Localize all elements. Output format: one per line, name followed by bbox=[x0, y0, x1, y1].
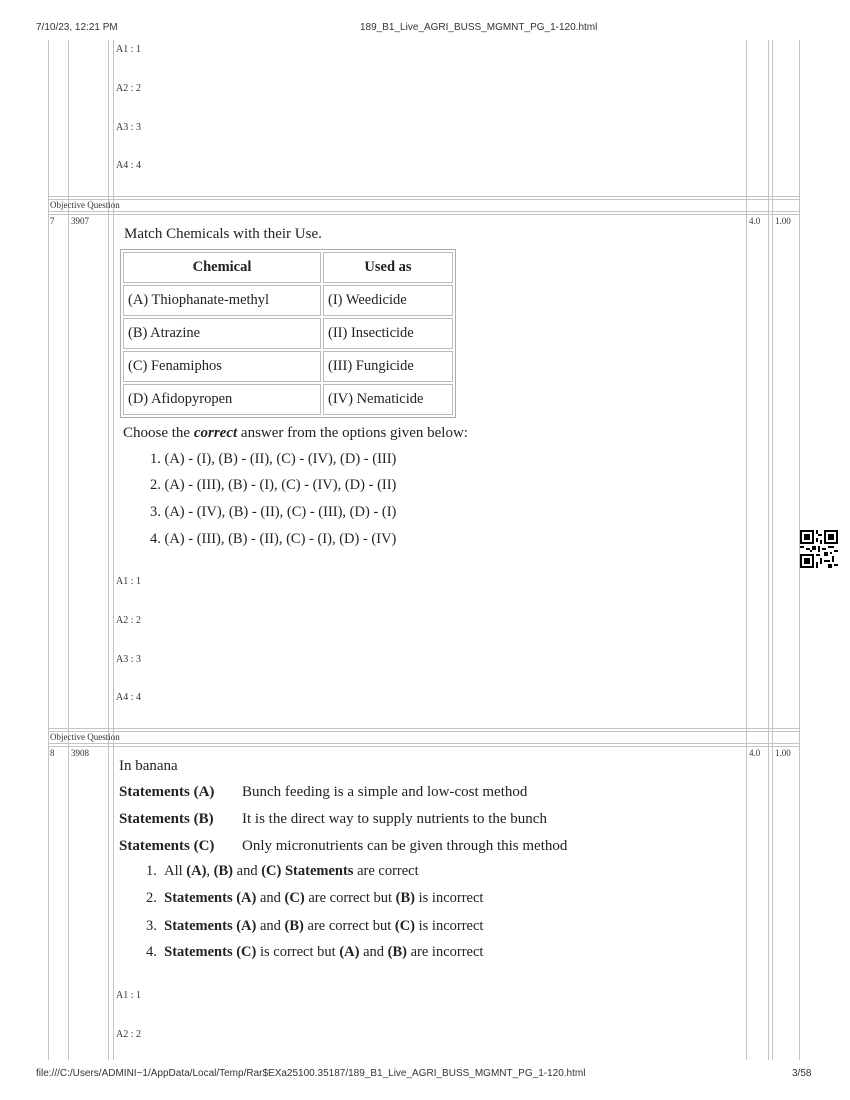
answer-option: A2 : 2 bbox=[116, 83, 141, 94]
table-cell: (C) Fenamiphos bbox=[123, 351, 321, 382]
question-title: Match Chemicals with their Use. bbox=[124, 226, 322, 242]
option-text-run: (B) bbox=[387, 944, 407, 960]
option-text-run: (C) bbox=[236, 944, 257, 960]
match-table-header bbox=[123, 252, 453, 283]
option-text-run: and bbox=[233, 863, 262, 879]
option-text-run: and bbox=[359, 944, 388, 960]
option-text-run: Statements bbox=[284, 863, 354, 879]
question-negative-marks: 1.00 bbox=[775, 216, 791, 226]
question-type-label: Objective Question bbox=[50, 732, 120, 742]
print-file-path: file:///C:/Users/ADMINI~1/AppData/Local/Temp/Rar$EXa25100.35187/189_B1_Live_AGRI_BUSS_MGMNT_PG_1-120.html bbox=[36, 1068, 586, 1079]
option-text-run: (A) bbox=[186, 863, 207, 879]
question-marks: 4.0 bbox=[749, 748, 761, 758]
option-text-run: , bbox=[206, 863, 214, 879]
answer-option: A2 : 2 bbox=[116, 1029, 141, 1040]
option-text-run: (A) bbox=[236, 918, 257, 934]
statement-label: Statements (A) bbox=[119, 784, 215, 800]
question-id: 3908 bbox=[71, 748, 89, 758]
qr-code-icon bbox=[800, 530, 838, 568]
option-item bbox=[146, 918, 483, 935]
option-text-run: (B) bbox=[284, 918, 304, 934]
option-text-run: All bbox=[164, 863, 187, 879]
question-type-label: Objective Question bbox=[50, 200, 120, 210]
question-negative-marks: 1.00 bbox=[775, 748, 791, 758]
option-text-run: Statements bbox=[164, 918, 233, 934]
question-serial: 8 bbox=[50, 748, 55, 758]
option-text-run: are incorrect bbox=[406, 944, 484, 960]
table-cell: (A) Thiophanate-methyl bbox=[123, 285, 321, 316]
table-cell: (I) Weedicide bbox=[323, 285, 453, 316]
table-row bbox=[123, 384, 453, 415]
option-number: 3. bbox=[146, 918, 165, 934]
table-cell: (III) Fungicide bbox=[323, 351, 453, 382]
option-item bbox=[146, 863, 419, 880]
option-item: 2. (A) - (III), (B) - (I), (C) - (IV), (D) - (II) bbox=[150, 477, 397, 493]
instruction-emphasis: correct bbox=[193, 425, 238, 441]
statement-label: Statements (B) bbox=[119, 811, 214, 827]
question-marks: 4.0 bbox=[749, 216, 761, 226]
option-item: 3. (A) - (IV), (B) - (II), (C) - (III), (D) - (I) bbox=[150, 504, 397, 520]
column-header: Chemical bbox=[123, 252, 321, 283]
option-text-run: are correct but bbox=[303, 918, 395, 934]
statement-text: It is the direct way to supply nutrients to the bunch bbox=[242, 811, 547, 827]
question-serial: 7 bbox=[50, 216, 55, 226]
answer-option: A1 : 1 bbox=[116, 990, 141, 1001]
answer-option: A4 : 4 bbox=[116, 692, 141, 703]
statement-text: Only micronutrients can be given through this method bbox=[242, 838, 568, 854]
table-cell: (IV) Nematicide bbox=[323, 384, 453, 415]
option-text-run: (C) bbox=[261, 863, 282, 879]
option-text-run: is incorrect bbox=[415, 918, 484, 934]
question-intro: In banana bbox=[119, 758, 178, 774]
option-text-run: are correct bbox=[353, 863, 419, 879]
table-row bbox=[123, 285, 453, 316]
option-text-run: is correct but bbox=[256, 944, 340, 960]
option-text-run: (C) bbox=[394, 918, 416, 934]
table-row bbox=[123, 351, 453, 382]
table-row bbox=[123, 318, 453, 349]
option-text-run: Statements bbox=[164, 944, 233, 960]
print-page-number: 3/58 bbox=[792, 1068, 812, 1079]
instruction-text: Choose the bbox=[123, 425, 194, 441]
option-item: 4. (A) - (III), (B) - (II), (C) - (I), (D) - (IV) bbox=[150, 531, 397, 547]
option-text-run: (B) bbox=[395, 890, 416, 906]
option-number: 4. bbox=[146, 944, 165, 960]
option-number: 2. bbox=[146, 890, 165, 906]
print-datetime: 7/10/23, 12:21 PM bbox=[36, 22, 118, 33]
question-id: 3907 bbox=[71, 216, 89, 226]
option-item bbox=[146, 944, 483, 961]
option-text-run: (B) bbox=[213, 863, 234, 879]
option-item: 1. (A) - (I), (B) - (II), (C) - (IV), (D) - (III) bbox=[150, 451, 397, 467]
choose-instruction bbox=[123, 425, 468, 442]
option-text-run: Statements bbox=[164, 890, 233, 906]
option-item bbox=[146, 890, 483, 907]
option-text-run: are correct but bbox=[304, 890, 396, 906]
instruction-text: answer from the options given below: bbox=[237, 425, 468, 441]
match-table bbox=[120, 249, 456, 418]
option-text-run: (A) bbox=[339, 944, 360, 960]
statement-text: Bunch feeding is a simple and low-cost method bbox=[242, 784, 528, 800]
answer-option: A1 : 1 bbox=[116, 44, 141, 55]
answer-option: A4 : 4 bbox=[116, 160, 141, 171]
answer-option: A3 : 3 bbox=[116, 122, 141, 133]
table-cell: (II) Insecticide bbox=[323, 318, 453, 349]
answer-option: A1 : 1 bbox=[116, 576, 141, 587]
answer-option: A2 : 2 bbox=[116, 615, 141, 626]
option-text-run: (A) bbox=[236, 890, 257, 906]
table-cell: (B) Atrazine bbox=[123, 318, 321, 349]
option-number: 1. bbox=[146, 863, 165, 879]
table-cell: (D) Afidopyropen bbox=[123, 384, 321, 415]
option-text-run: (C) bbox=[284, 890, 305, 906]
option-text-run: and bbox=[256, 918, 285, 934]
print-doc-title: 189_B1_Live_AGRI_BUSS_MGMNT_PG_1-120.html bbox=[360, 22, 598, 33]
statement-label: Statements (C) bbox=[119, 838, 215, 854]
option-text-run: is incorrect bbox=[415, 890, 484, 906]
answer-option: A3 : 3 bbox=[116, 654, 141, 665]
column-header: Used as bbox=[323, 252, 453, 283]
option-text-run: and bbox=[256, 890, 285, 906]
